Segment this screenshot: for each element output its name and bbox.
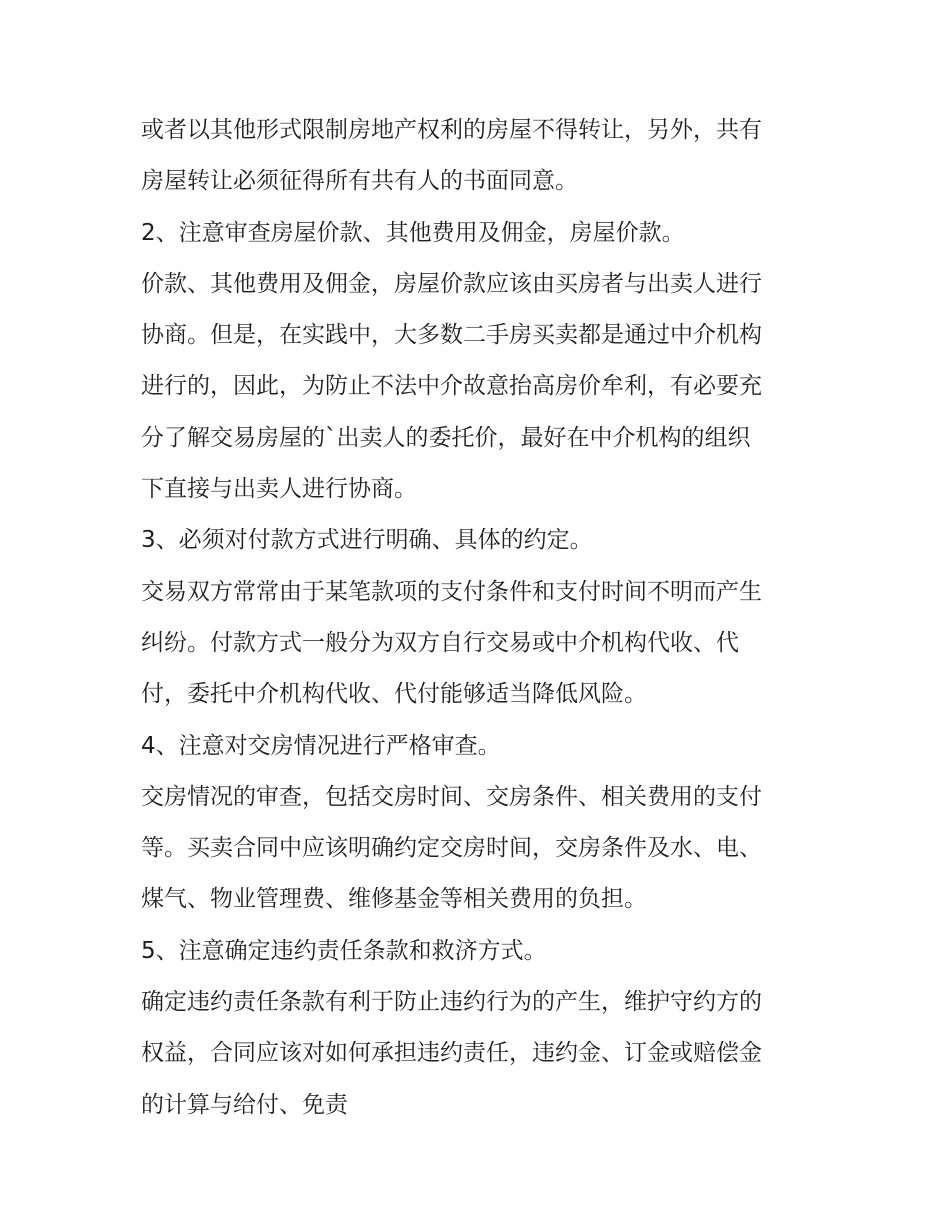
- text-line: 或者以其他形式限制房地产权利的房屋不得转让，另外，共有: [141, 117, 762, 143]
- text-line: 等。买卖合同中应该明确约定交房时间，交房条件及水、电、: [141, 835, 762, 862]
- text-line: 交易双方常常由于某笔款项的支付条件和支付时间不明而产生: [141, 578, 762, 605]
- text-line: 进行的，因此，为防止不法中介故意抬高房价牟利，有必要充: [141, 373, 762, 400]
- text-line: 交房情况的审查，包括交房时间、交房条件、相关费用的支付: [141, 783, 762, 810]
- text-line: 付，委托中介机构代收、代付能够适当降低风险。: [141, 681, 647, 708]
- text-line: 确定违约责任条款有利于防止违约行为的产生，维护守约方的: [141, 989, 762, 1016]
- text-line: 下直接与出卖人进行协商。: [141, 476, 417, 503]
- text-line: 房屋转让必须征得所有共有人的书面同意。: [141, 168, 578, 195]
- section-heading-5: 5、注意确定违约责任条款和救济方式。: [141, 937, 547, 964]
- document-body: [141, 105, 821, 1131]
- text-line: 纠纷。付款方式一般分为双方自行交易或中介机构代收、代: [141, 629, 739, 656]
- section-heading-4: 4、注意对交房情况进行严格审查。: [141, 732, 501, 759]
- text-line: 的计算与给付、免责: [141, 1091, 348, 1118]
- text-line: 协商。但是，在实践中，大多数二手房买卖都是通过中介机构: [141, 322, 762, 349]
- text-line: 煤气、物业管理费、维修基金等相关费用的负担。: [141, 886, 647, 913]
- text-line: 权益，合同应该对如何承担违约责任，违约金、订金或赔偿金: [141, 1040, 762, 1067]
- text-line: 分了解交易房屋的`出卖人的委托价，最好在中介机构的组织: [141, 424, 751, 451]
- section-heading-3: 3、必须对付款方式进行明确、具体的约定。: [141, 527, 593, 554]
- section-heading-2: 2、注意审查房屋价款、其他费用及佣金，房屋价款。: [141, 219, 685, 246]
- text-line: 价款、其他费用及佣金，房屋价款应该由买房者与出卖人进行: [141, 270, 762, 297]
